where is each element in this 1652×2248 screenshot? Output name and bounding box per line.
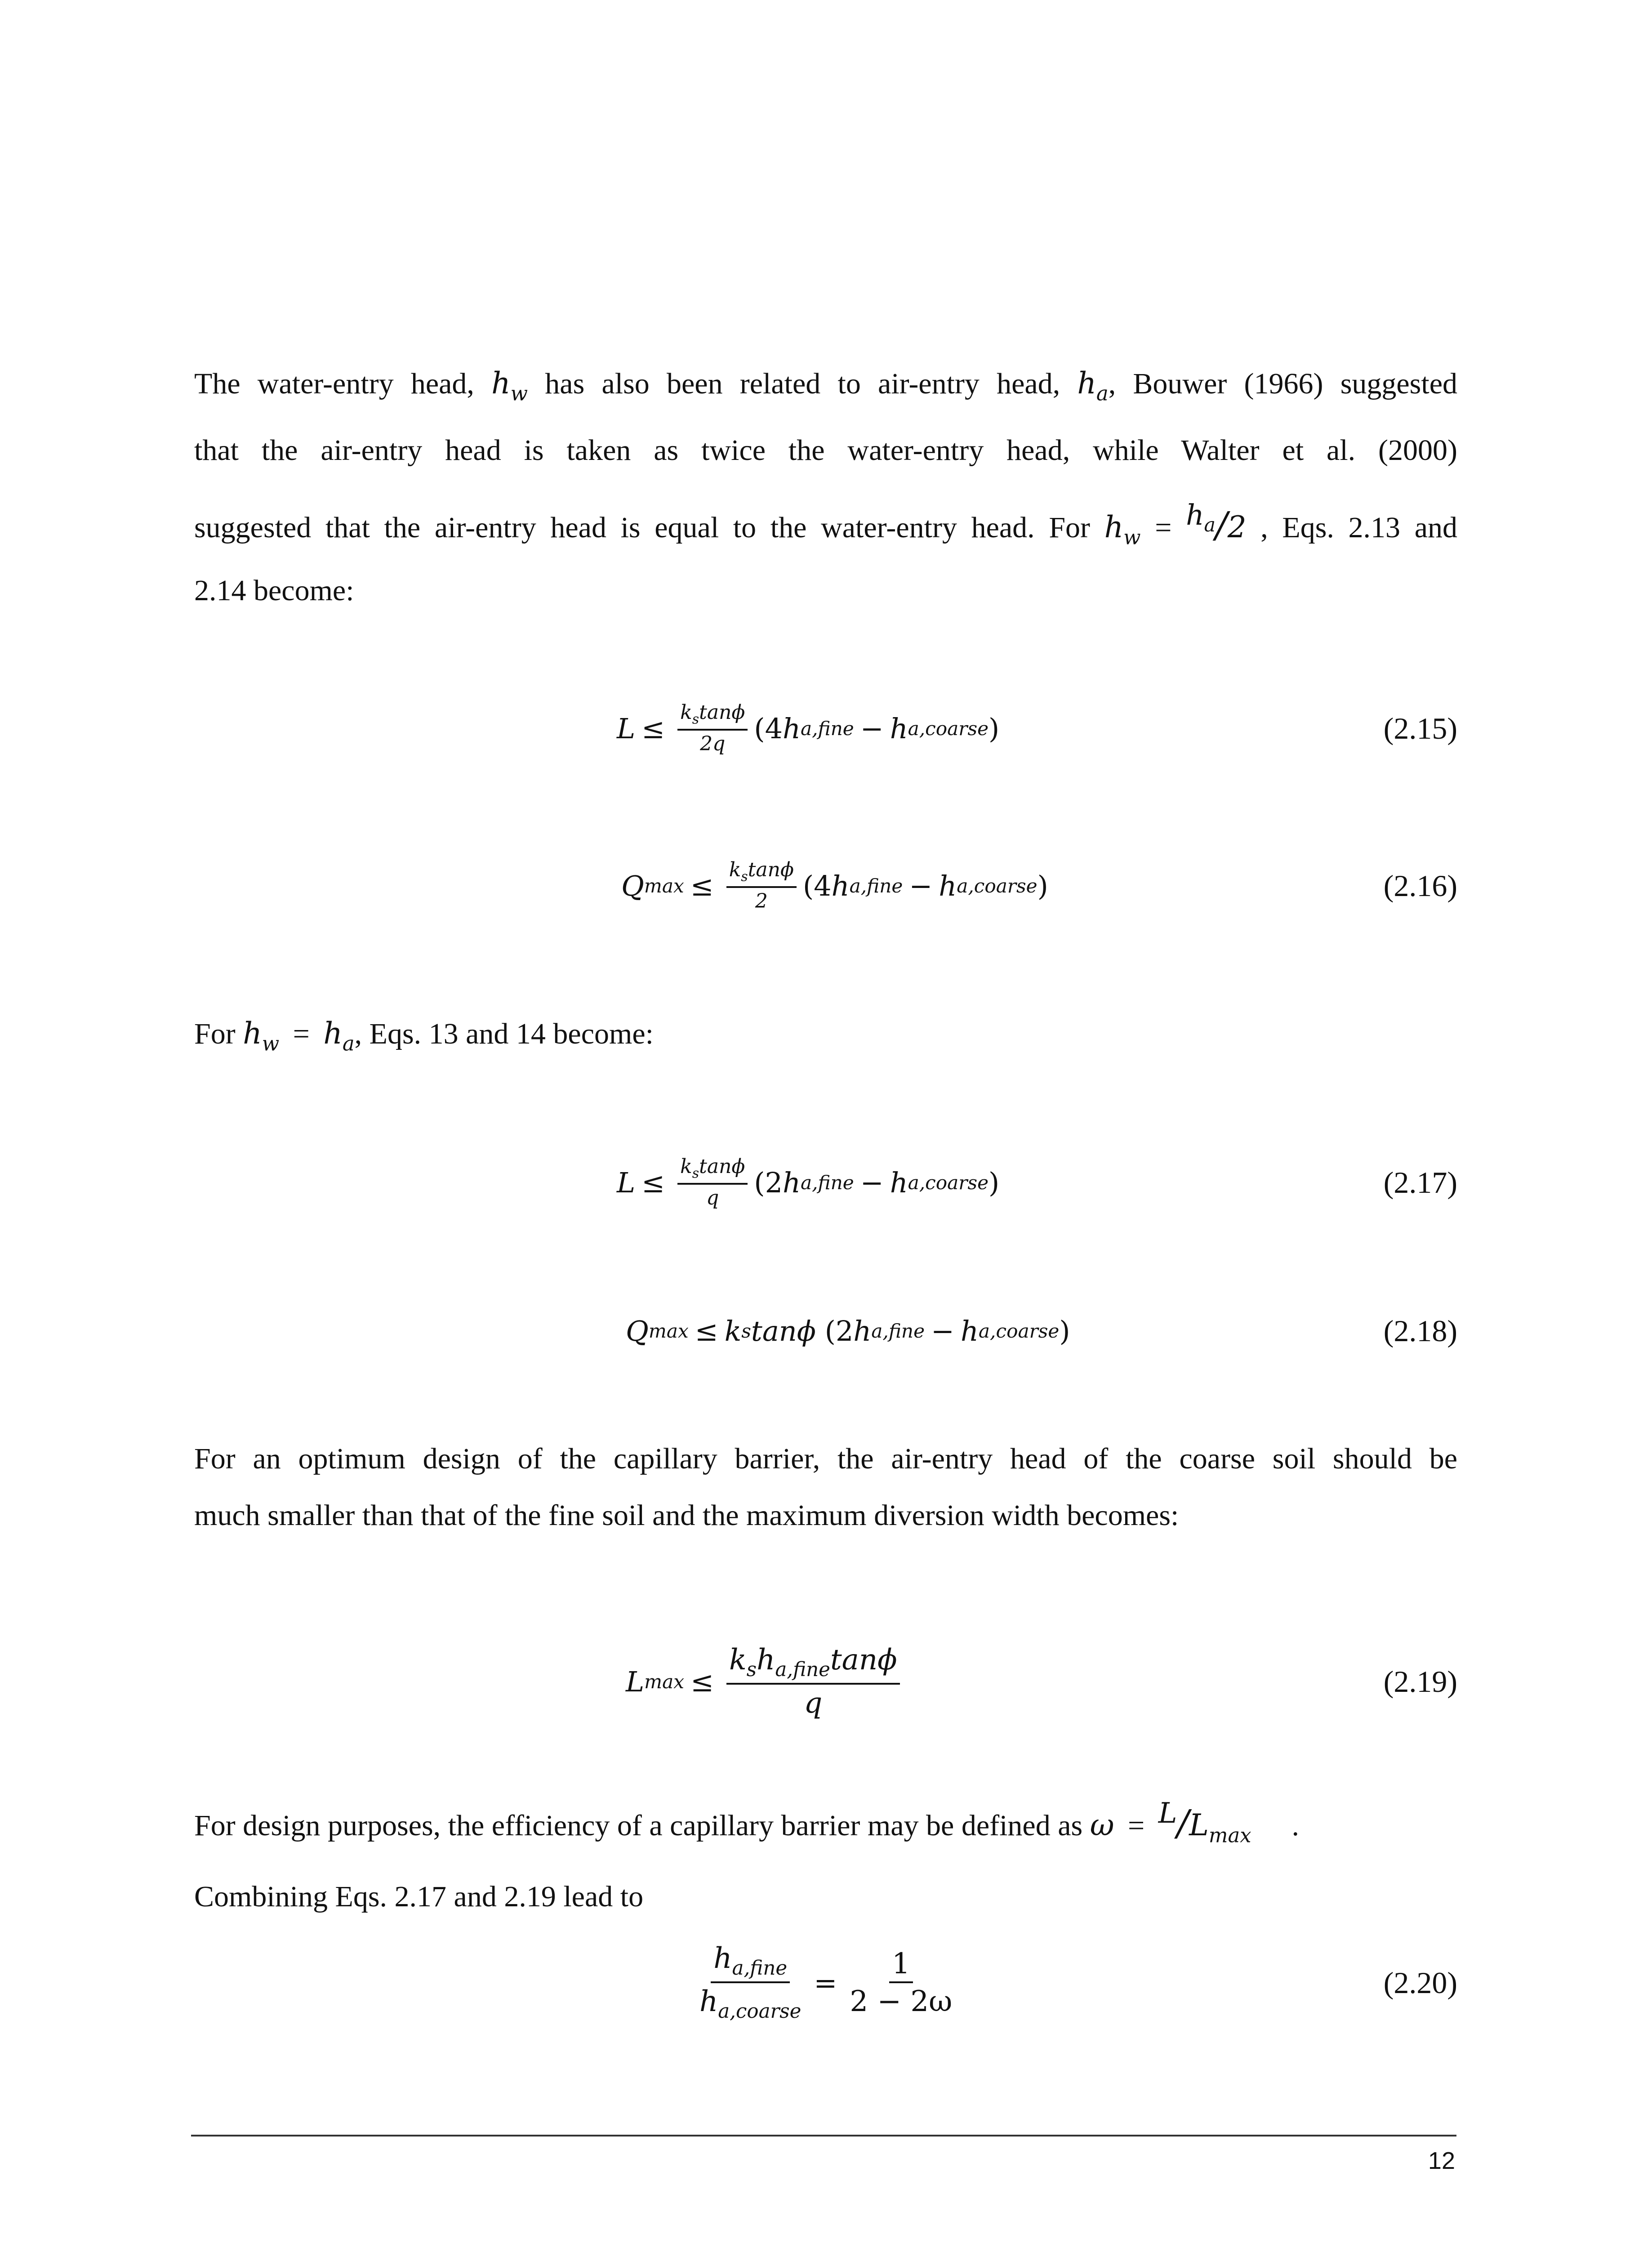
equation-2-19: L max ≤ $\frac{k_sh_{a,fine}\tan\phi}{q}$ (2.19) <box>194 1637 1457 1726</box>
page-number: 12 <box>1428 2147 1455 2174</box>
equation-number: (2.15) <box>1383 711 1457 745</box>
paragraph-2: For $h_w = h_a$, Eqs. 13 and 14 become: <box>194 1016 654 1056</box>
paragraph-1-line-4: 2.14 become: <box>194 574 354 607</box>
equation-2-15: L ≤ $\frac{k_s\tan\phi}{2q}$ ( 4 h a,fine − h a,coarse ) (2.15) <box>194 683 1457 773</box>
paragraph-3: For an optimum design of the capillary barrier, the air-entry head of the coarse soil should be much smaller than that of the fine soil and the maximum diversion width becomes: <box>194 1442 1457 1532</box>
equation-2-16: Q max ≤ $\frac{k_s\tan\phi}{2}$ ( 4 h a,fine − h a,coarse ) (2.16) <box>194 841 1457 931</box>
equation-2-20: $\frac{h_{a,fine}}{h_{a,coarse}}$ = $\frac{1}{2 - 2\omega}$ (2.20) <box>194 1938 1457 2028</box>
equation-number: (2.19) <box>1383 1664 1457 1699</box>
paragraph-4: For design purposes, the efficiency of a capillary barrier may be defined as $\omega = L/L_{max}$ . Combining Eqs. 2.17 and 2.19 lead to <box>194 1797 1300 1913</box>
equation-number: (2.16) <box>1383 868 1457 903</box>
footer-rule <box>191 2135 1456 2136</box>
paragraph-1-line-2: that the air-entry head is taken as twice the water-entry head, while Walter et al. (2000) <box>194 433 1457 467</box>
paragraph-1 <box>194 355 1457 619</box>
equation-number: (2.20) <box>1383 1965 1457 2000</box>
equation-number: (2.18) <box>1383 1313 1457 1348</box>
equation-2-17: L ≤ $\frac{k_s\tan\phi}{q}$ ( 2 h a,fine − h a,coarse ) (2.17) <box>194 1137 1457 1227</box>
equation-number: (2.17) <box>1383 1165 1457 1200</box>
paragraph-1-line-1: The water-entry head, $h_w$ has also been related to air-entry head, $h_a$, Bouwer (1966) suggested <box>194 366 1457 406</box>
paragraph-1-line-3: suggested that the air-entry head is equal to the water-entry head. For $h_w = h_a/2$ , Eqs. 2.13 and <box>194 498 1457 549</box>
equation-2-18: Q max ≤ k s tanϕ ( 2 h a,fine − h a,coarse ) (2.18) <box>194 1286 1457 1376</box>
